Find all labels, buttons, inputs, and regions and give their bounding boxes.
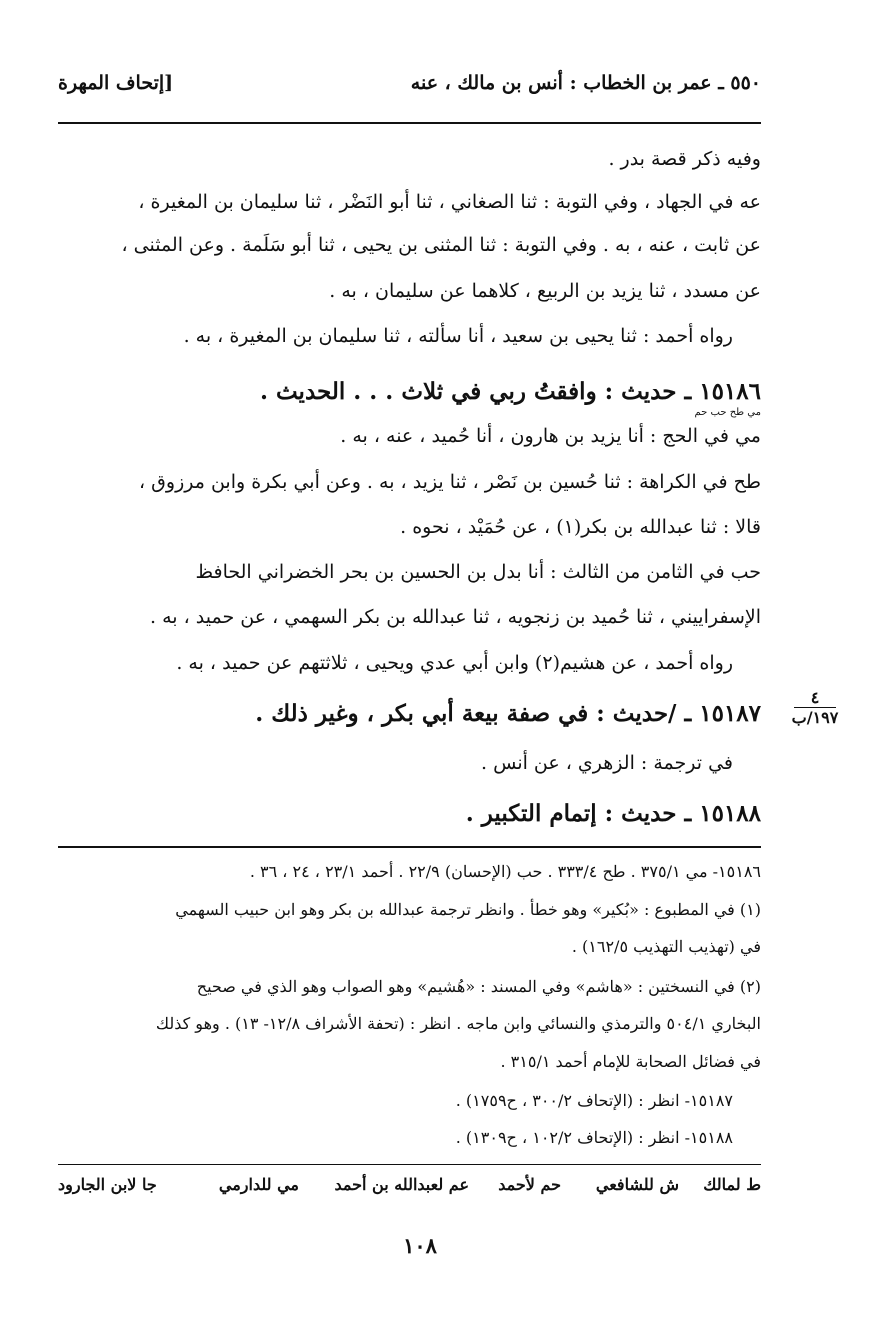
- header-rule: [58, 122, 761, 124]
- abbreviations-key: [58, 1175, 761, 1201]
- abbreviation-item: جا لابن الجارود: [58, 1175, 157, 1194]
- footnote-line: (٢) في النسختين : «هاشم» وفي المسند : «هُشيم» وهو الصواب وهو الذي في صحيح: [196, 977, 761, 996]
- header-title: ٥٥٠ ـ عمر بن الخطاب : أنس بن مالك ، عنه: [410, 72, 761, 94]
- footnote-line: ١٥١٨٧- انظر : (الإتحاف ٣٠٠/٢ ، ح١٧٥٩) .: [455, 1091, 733, 1110]
- abbreviation-item: مي للدارمي: [218, 1175, 299, 1194]
- hadith-heading: ١٥١٨٦ ـ حديث : وافقتُ ربي في ثلاث . . . الحديث .: [259, 378, 761, 405]
- margin-folio-note: [790, 688, 840, 727]
- body-line: الإسفراييني ، ثنا حُميد بن زنجويه ، ثنا عبدالله بن بكر السهمي ، عن حميد ، به .: [150, 606, 761, 628]
- page-number: ١٠٨: [403, 1233, 437, 1258]
- footnote-line: في فضائل الصحابة للإمام أحمد ٣١٥/١ .: [500, 1052, 761, 1071]
- body-line: في ترجمة : الزهري ، عن أنس .: [481, 752, 733, 774]
- hadith-heading: ١٥١٨٨ ـ حديث : إتمام التكبير .: [465, 800, 761, 827]
- abbreviation-item: ط لمالك: [703, 1175, 761, 1194]
- footnote-line: ١٥١٨٦- مي ٣٧٥/١ . طح ٣٣٣/٤ . حب (الإحسان) ٢٢/٩ . أحمد ٢٣/١ ، ٢٤ ، ٣٦ .: [249, 862, 761, 881]
- abbreviation-item: حم لأحمد: [498, 1175, 561, 1194]
- body-line: طح في الكراهة : ثنا حُسين بن نَصْر ، ثنا يزيد ، به . وعن أبي بكرة وابن مرزوق ،: [139, 471, 761, 493]
- body-line: عن مسدد ، ثنا يزيد بن الربيع ، كلاهما عن سليمان ، به .: [329, 280, 761, 302]
- footnote-line: ١٥١٨٨- انظر : (الإتحاف ١٠٢/٢ ، ح١٣٠٩) .: [455, 1128, 733, 1147]
- footnote-rule: [58, 846, 761, 848]
- header-volume: [إتحاف المهرة: [58, 72, 174, 94]
- abbreviation-item: ش للشافعي: [595, 1175, 679, 1194]
- abbreviations-rule: [58, 1164, 761, 1165]
- body-line: حب في الثامن من الثالث : أنا بدل بن الحسين بن بحر الخضراني الحافظ: [195, 561, 761, 583]
- body-line: قالا : ثنا عبدالله بن بكر(١) ، عن حُمَيْد ، نحوه .: [400, 516, 761, 538]
- body-line: عه في الجهاد ، وفي التوبة : ثنا الصغاني ، ثنا أبو النَضْر ، ثنا سليمان بن المغيرة ،: [138, 191, 761, 213]
- body-line: رواه أحمد : ثنا يحيى بن سعيد ، أنا سألته ، ثنا سليمان بن المغيرة ، به .: [183, 325, 733, 347]
- body-line: رواه أحمد ، عن هشيم(٢) وابن أبي عدي ويحيى ، ثلاثتهم عن حميد ، به .: [176, 652, 733, 674]
- hadith-sigla: مي طح حب حم: [694, 407, 761, 418]
- margin-folio-bottom: ١٩٧/ب: [791, 708, 839, 727]
- footnote-line: في (تهذيب التهذيب ١٦٢/٥) .: [571, 937, 761, 956]
- running-header: [58, 72, 761, 106]
- hadith-heading: ١٥١٨٧ ـ /حديث : في صفة بيعة أبي بكر ، وغير ذلك .: [255, 700, 761, 727]
- margin-folio-top: ٤: [794, 688, 836, 708]
- body-line: وفيه ذكر قصة بدر .: [608, 148, 761, 170]
- body-line: مي في الحج : أنا يزيد بن هارون ، أنا حُميد ، عنه ، به .: [340, 425, 761, 447]
- body-line: عن ثابت ، عنه ، به . وفي التوبة : ثنا المثنى بن يحيى ، ثنا أبو سَلَمة . وعن المثنى ،: [121, 234, 761, 256]
- footnote-line: البخاري ٥٠٤/١ والترمذي والنسائي وابن ماجه . انظر : (تحفة الأشراف ١٢/٨- ١٣) . وهو كذلك: [155, 1014, 761, 1033]
- abbreviation-item: عم لعبدالله بن أحمد: [334, 1175, 469, 1194]
- footnote-line: (١) في المطبوع : «بُكير» وهو خطأ . وانظر ترجمة عبدالله بن بكر وهو ابن حبيب السهمي: [175, 900, 761, 919]
